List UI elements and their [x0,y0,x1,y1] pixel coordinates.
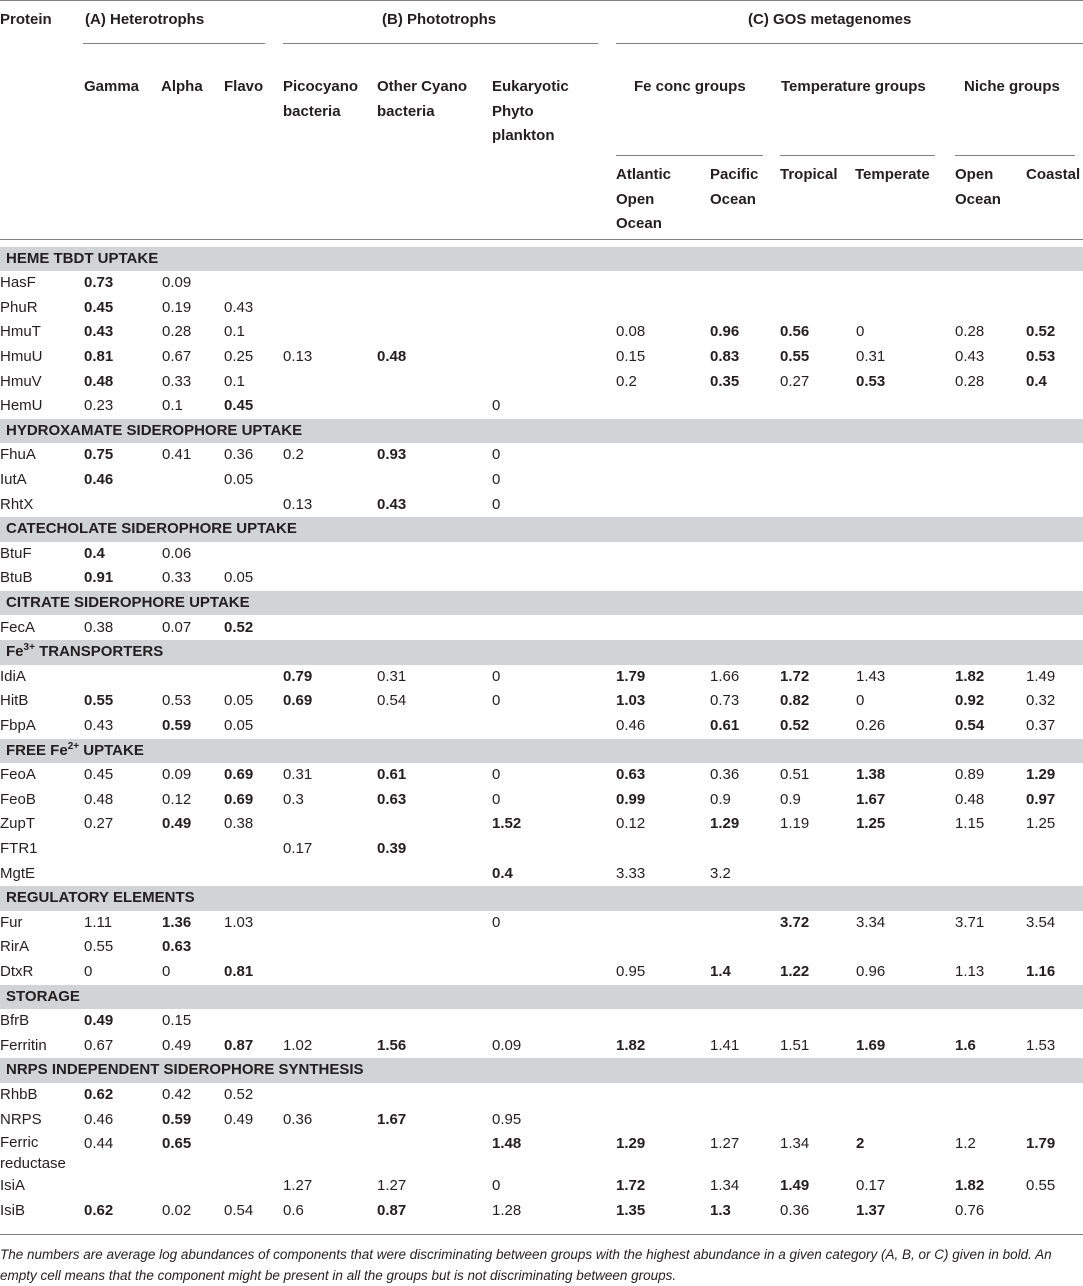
table-cell: 0.42 [162,1085,192,1103]
table-cell: 0.27 [780,372,810,390]
table-cell: 1.34 [780,1135,810,1153]
protein-name: Fur [0,913,23,931]
protein-name: FecA [0,618,36,636]
table-cell: 0.45 [84,766,114,784]
table-cell: 1.3 [710,1202,731,1219]
subgroup-fe-conc-label: Fe conc groups [634,78,746,95]
table-cell: 0.08 [616,323,646,341]
table-cell: 0.4 [492,864,513,882]
protein-name: RirA [0,938,30,956]
table-cell: 0.52 [780,716,810,734]
table-cell: 0.59 [162,716,192,734]
protein-name: PhuR [0,298,38,316]
table-cell: 1.27 [710,1135,740,1153]
section-title-text: CATECHOLATE SIDEROPHORE UPTAKE [6,520,297,538]
table-cell: 0.52 [224,618,254,636]
table-cell: 0.45 [224,397,254,415]
table-cell: 0.05 [224,470,254,488]
table-cell: 1.79 [616,667,646,685]
protein-column-header: Protein [0,11,52,28]
table-cell: 0 [492,397,501,415]
protein-name: DtxR [0,962,34,980]
table-cell: 0.4 [84,544,105,562]
table-cell: 1.13 [955,962,985,980]
table-cell: 1.35 [616,1202,646,1219]
table-cell: 0.53 [162,692,192,710]
table-cell: 0.95 [616,962,646,980]
table-cell: 0 [492,446,501,464]
table-cell: 0.07 [162,618,192,636]
table-cell: 1.29 [616,1135,646,1153]
table-cell: 0.27 [84,815,114,833]
section-band [0,419,1083,444]
protein-name: HmuV [0,372,42,390]
table-cell: 1.56 [377,1036,407,1054]
table-cell: 0.99 [616,790,646,808]
table-cell: 0.37 [1026,716,1056,734]
table-cell: 0.49 [224,1110,254,1128]
protein-name: FbpA [0,716,36,734]
column-header-coastal: Coastal [1026,166,1081,183]
table-cell: 0.93 [377,446,407,464]
table-cell: 0.49 [162,815,192,833]
section-band [0,1058,1083,1083]
table-cell: 0 [492,495,501,513]
section-band [0,886,1083,911]
table-cell: 0.65 [162,1135,192,1153]
protein-name: BtuB [0,569,33,587]
group-phototrophs-label: (B) Phototrophs [382,11,497,28]
table-cell: 0.73 [84,274,114,292]
table-cell: 3.2 [710,864,731,882]
group-gos-rule [616,43,1083,44]
table-cell: 0.63 [616,766,646,784]
table-cell: 0.73 [710,692,740,710]
table-cell: 1.37 [856,1202,886,1219]
section-title [6,517,297,542]
section-band [0,739,1083,764]
bottom-rule [0,1234,1083,1235]
table-cell: 1.2 [955,1135,976,1153]
table-cell: 1.67 [856,790,886,808]
section-band [0,517,1083,542]
section-title [6,886,195,911]
table-cell: 0.54 [377,692,407,710]
table-cell: 0.36 [780,1202,810,1219]
section-title-suffix: UPTAKE [79,741,144,759]
table-cell: 0.43 [84,323,114,341]
table-cell: 0.1 [224,323,245,341]
table-cell: 0.38 [224,815,254,833]
table-cell: 0.91 [84,569,114,587]
table-cell: 0.52 [1026,323,1056,341]
table-cell: 0.43 [224,298,254,316]
table-cell: 0.25 [224,347,254,365]
table-cell: 0.2 [283,446,304,464]
table-cell: 0.31 [856,347,886,365]
section-title [6,591,250,616]
subgroup-fe-conc-rule [616,155,763,156]
table-cell: 0.36 [283,1110,313,1128]
table-cell: 0.75 [84,446,114,464]
table-cell: 1.03 [224,913,254,931]
table-cell: 1.52 [492,815,522,833]
column-header-flavo: Flavo [224,78,264,95]
table-cell: 1.16 [1026,962,1056,980]
table-cell: 1.82 [955,667,985,685]
table-cell: 1.34 [710,1177,740,1195]
protein-name: RhtX [0,495,34,513]
section-title-text: Fe [6,643,24,661]
column-header-atlantic: Atlantic Open Ocean [616,166,672,233]
table-cell: 1.22 [780,962,810,980]
table-cell: 0.48 [84,790,114,808]
table-cell: 0.26 [856,716,886,734]
group-phototrophs-rule [283,43,598,44]
table-cell: 0.17 [283,839,313,857]
table-cell: 0.69 [283,692,313,710]
section-title-superscript: 3+ [23,642,35,654]
table-cell: 1.79 [1026,1135,1056,1153]
table-cell: 0.96 [710,323,740,341]
column-header-eukaryotic: Eukaryotic Phyto plankton [492,78,569,145]
table-cell: 0.9 [710,790,731,808]
table-cell: 0.12 [162,790,192,808]
table-cell: 1.6 [955,1036,976,1054]
table-footnote: The numbers are average log abundances of components that were discriminating between groups with the highest abundance in a given category (A, B, or C) given in bold. An empty cell means that the component might be present in all the groups but is not discriminating between groups. [0,1247,1052,1283]
table-cell: 0.23 [84,397,114,415]
table-cell: 0.76 [955,1202,985,1219]
table-cell: 0.53 [1026,347,1056,365]
table-cell: 0.81 [224,962,254,980]
table-cell: 0.54 [955,716,985,734]
table-cell: 1.27 [377,1177,407,1195]
table-cell: 0.63 [377,790,407,808]
protein-name: HmuU [0,347,43,365]
table-cell: 0.61 [377,766,407,784]
table-cell: 1.25 [1026,815,1056,833]
section-title-suffix: TRANSPORTERS [34,643,164,661]
table-cell: 0.41 [162,446,192,464]
protein-name: FhuA [0,446,36,464]
table-cell: 0.97 [1026,790,1056,808]
table-cell: 0.09 [492,1036,522,1054]
table-cell: 1.36 [162,913,192,931]
table-cell: 0.87 [224,1036,254,1054]
section-title-text: HEME TBDT UPTAKE [6,249,159,267]
section-band [0,640,1083,665]
table-cell: 1.72 [616,1177,646,1195]
table-cell: 0 [492,790,501,808]
table-cell: 1.49 [1026,667,1056,685]
table-cell: 0.81 [84,347,114,365]
subgroup-temperature-rule [780,155,935,156]
column-header-open-ocean: Open Ocean [955,166,1001,208]
table-cell: 0 [492,692,501,710]
table-cell: 0.69 [224,766,254,784]
table-cell: 0.32 [1026,692,1056,710]
table-cell: 1.11 [84,913,113,931]
protein-name: FeoA [0,766,36,784]
table-cell: 3.33 [616,864,646,882]
table-cell: 0.87 [377,1202,407,1219]
table-cell: 1.19 [780,815,810,833]
top-rule [0,0,1083,1]
table-cell: 0.48 [955,790,985,808]
column-header-alpha: Alpha [161,78,203,95]
table-cell: 2 [856,1135,865,1153]
section-band [0,985,1083,1010]
table-cell: 3.71 [955,913,985,931]
table-cell: 0.55 [84,692,114,710]
table-cell: 0.19 [162,298,192,316]
section-title-superscript: 2+ [67,740,80,752]
table-cell: 0.51 [780,766,810,784]
table-cell: 1.29 [710,815,740,833]
table-cell: 0.82 [780,692,810,710]
group-gos-label: (C) GOS metagenomes [748,11,912,28]
table-cell: 1.49 [780,1177,810,1195]
table-cell: 1.72 [780,667,810,685]
table-cell: 1.82 [955,1177,985,1195]
table-cell: 0.4 [1026,372,1047,390]
table-cell: 0.54 [224,1202,254,1219]
table-cell: 0 [492,766,501,784]
table-cell: 0.15 [162,1012,192,1030]
section-title-text: HYDROXAMATE SIDEROPHORE UPTAKE [6,421,303,439]
table-cell: 0.39 [377,839,407,857]
table-cell: 1.48 [492,1135,522,1153]
table-cell: 1.41 [710,1036,740,1054]
table-cell: 1.69 [856,1036,886,1054]
table-cell: 0.06 [162,544,192,562]
table-cell: 0.53 [856,372,886,390]
table-cell: 0 [492,667,501,685]
table-cell: 1.51 [780,1036,810,1054]
table-cell: 0 [84,962,93,980]
table-cell: 1.28 [492,1202,522,1219]
section-title [6,985,80,1010]
protein-name: HmuT [0,323,41,341]
table-cell: 0.38 [84,618,114,636]
protein-name: IutA [0,470,27,488]
table-cell: 0.33 [162,569,192,587]
table-cell: 0.55 [84,938,114,956]
section-title-text: CITRATE SIDEROPHORE UPTAKE [6,593,250,611]
table-cell: 1.66 [710,667,740,685]
table-cell: 0.35 [710,372,740,390]
table-cell: 0.79 [283,667,313,685]
table-cell: 0.56 [780,323,810,341]
table-cell: 0.33 [162,372,192,390]
table-cell: 1.15 [955,815,985,833]
table-cell: 1.53 [1026,1036,1056,1054]
table-cell: 0.05 [224,569,254,587]
table-cell: 0.28 [955,323,985,341]
table-cell: 0.9 [780,790,801,808]
table-cell: 0.83 [710,347,740,365]
section-title [6,1058,364,1083]
section-band [0,247,1083,272]
table-cell: 0.49 [162,1036,192,1054]
table-cell: 0.92 [955,692,985,710]
protein-name: ZupT [0,815,36,833]
table-cell: 0.13 [283,495,313,513]
table-cell: 0.45 [84,298,114,316]
table-cell: 0.49 [84,1012,114,1030]
table-cell: 0.46 [84,1110,114,1128]
section-title-text: REGULATORY ELEMENTS [6,889,195,907]
header-bottom-rule [0,239,1083,240]
table-cell: 1.25 [856,815,886,833]
table-cell: 0.36 [710,766,740,784]
protein-name: MgtE [0,864,36,882]
table-cell: 0.05 [224,716,254,734]
column-header-gamma: Gamma [84,78,140,95]
table-cell: 0.15 [616,347,646,365]
table-cell: 3.34 [856,913,886,931]
table-cell: 0.6 [283,1202,304,1219]
protein-name: RhbB [0,1085,38,1103]
table-cell: 1.02 [283,1036,313,1054]
table-cell: 0.1 [162,397,183,415]
section-title [6,640,163,665]
table-cell: 0.95 [492,1110,522,1128]
subgroup-niche-rule [955,155,1075,156]
table-cell: 0.31 [377,667,407,685]
table-cell: 0.05 [224,692,254,710]
column-header-temperate: Temperate [855,166,930,183]
table-cell: 3.54 [1026,913,1056,931]
column-header-tropical: Tropical [780,166,838,183]
subgroup-temperature-label: Temperature groups [781,78,926,95]
table-cell: 0.61 [710,716,740,734]
table-cell: 0.31 [283,766,313,784]
protein-name: NRPS [0,1110,42,1128]
table-cell: 0.46 [84,470,114,488]
table-cell: 1.27 [283,1177,313,1195]
protein-name: HitB [0,692,29,710]
table-cell: 0 [162,962,171,980]
column-header-other-cyano: Other Cyano bacteria [377,78,468,120]
table-cell: 0 [856,692,865,710]
protein-name: IdiA [0,667,26,685]
table-cell: 0.09 [162,766,192,784]
protein-name: BfrB [0,1012,30,1030]
table-cell: 0 [492,1177,501,1195]
protein-name: BtuF [0,544,32,562]
table-cell: 0.48 [84,372,114,390]
table-cell: 0.55 [780,347,810,365]
column-header-picocyano: Picocyano bacteria [283,78,359,120]
section-title-text: STORAGE [6,987,80,1005]
table-cell: 0.3 [283,790,304,808]
table-cell: 0.02 [162,1202,192,1219]
table-cell: 0.1 [224,372,245,390]
table-cell: 0.12 [616,815,646,833]
table-cell: 1.4 [710,962,731,980]
protein-name: IsiA [0,1177,26,1195]
table-cell: 0.43 [377,495,407,513]
group-heterotrophs-label: (A) Heterotrophs [85,11,205,28]
protein-name: FeoB [0,790,36,808]
table-cell: 1.67 [377,1110,407,1128]
table-cell: 0.55 [1026,1177,1056,1195]
table-cell: 0.69 [224,790,254,808]
table-cell: 0.52 [224,1085,254,1103]
table-cell: 0.13 [283,347,313,365]
table-cell: 0.46 [616,716,646,734]
table-cell: 0.44 [84,1135,114,1153]
table-cell: 0.62 [84,1085,114,1103]
table-cell: 3.72 [780,913,810,931]
table-cell: 0.89 [955,766,985,784]
table-cell: 0.28 [955,372,985,390]
protein-name: IsiB [0,1202,26,1219]
table-cell: 1.29 [1026,766,1056,784]
table-cell: 1.03 [616,692,646,710]
table-cell: 0.59 [162,1110,192,1128]
protein-name: Ferric reductase [0,1134,66,1173]
table-cell: 0.2 [616,372,637,390]
protein-name: HemU [0,397,43,415]
table-cell: 0.48 [377,347,407,365]
group-heterotrophs-rule [83,43,265,44]
table-cell: 0.67 [84,1036,114,1054]
section-title-text: FREE Fe [6,741,68,759]
table-cell: 0.17 [856,1177,886,1195]
table-cell: 0.96 [856,962,886,980]
column-header-pacific: Pacific Ocean [710,166,759,208]
table-cell: 0 [492,913,501,931]
table-cell: 0.43 [84,716,114,734]
table-cell: 0.28 [162,323,192,341]
table-cell: 0 [856,323,865,341]
table-cell: 0 [492,470,501,488]
subgroup-niche-label: Niche groups [964,78,1060,95]
table-cell: 1.43 [856,667,886,685]
table-cell: 1.82 [616,1036,646,1054]
table-cell: 1.38 [856,766,886,784]
protein-name: Ferritin [0,1036,47,1054]
section-band [0,591,1083,616]
table-cell: 0.43 [955,347,985,365]
table-cell: 0.63 [162,938,192,956]
protein-name: FTR1 [0,839,38,857]
table-cell: 0.09 [162,274,192,292]
table-cell: 0.62 [84,1202,114,1219]
protein-name: HasF [0,274,36,292]
section-title [6,247,158,272]
section-title [6,419,302,444]
table-cell: 0.67 [162,347,192,365]
section-title-text: NRPS INDEPENDENT SIDEROPHORE SYNTHESIS [6,1061,364,1079]
table-cell: 0.36 [224,446,254,464]
section-title [6,739,144,764]
